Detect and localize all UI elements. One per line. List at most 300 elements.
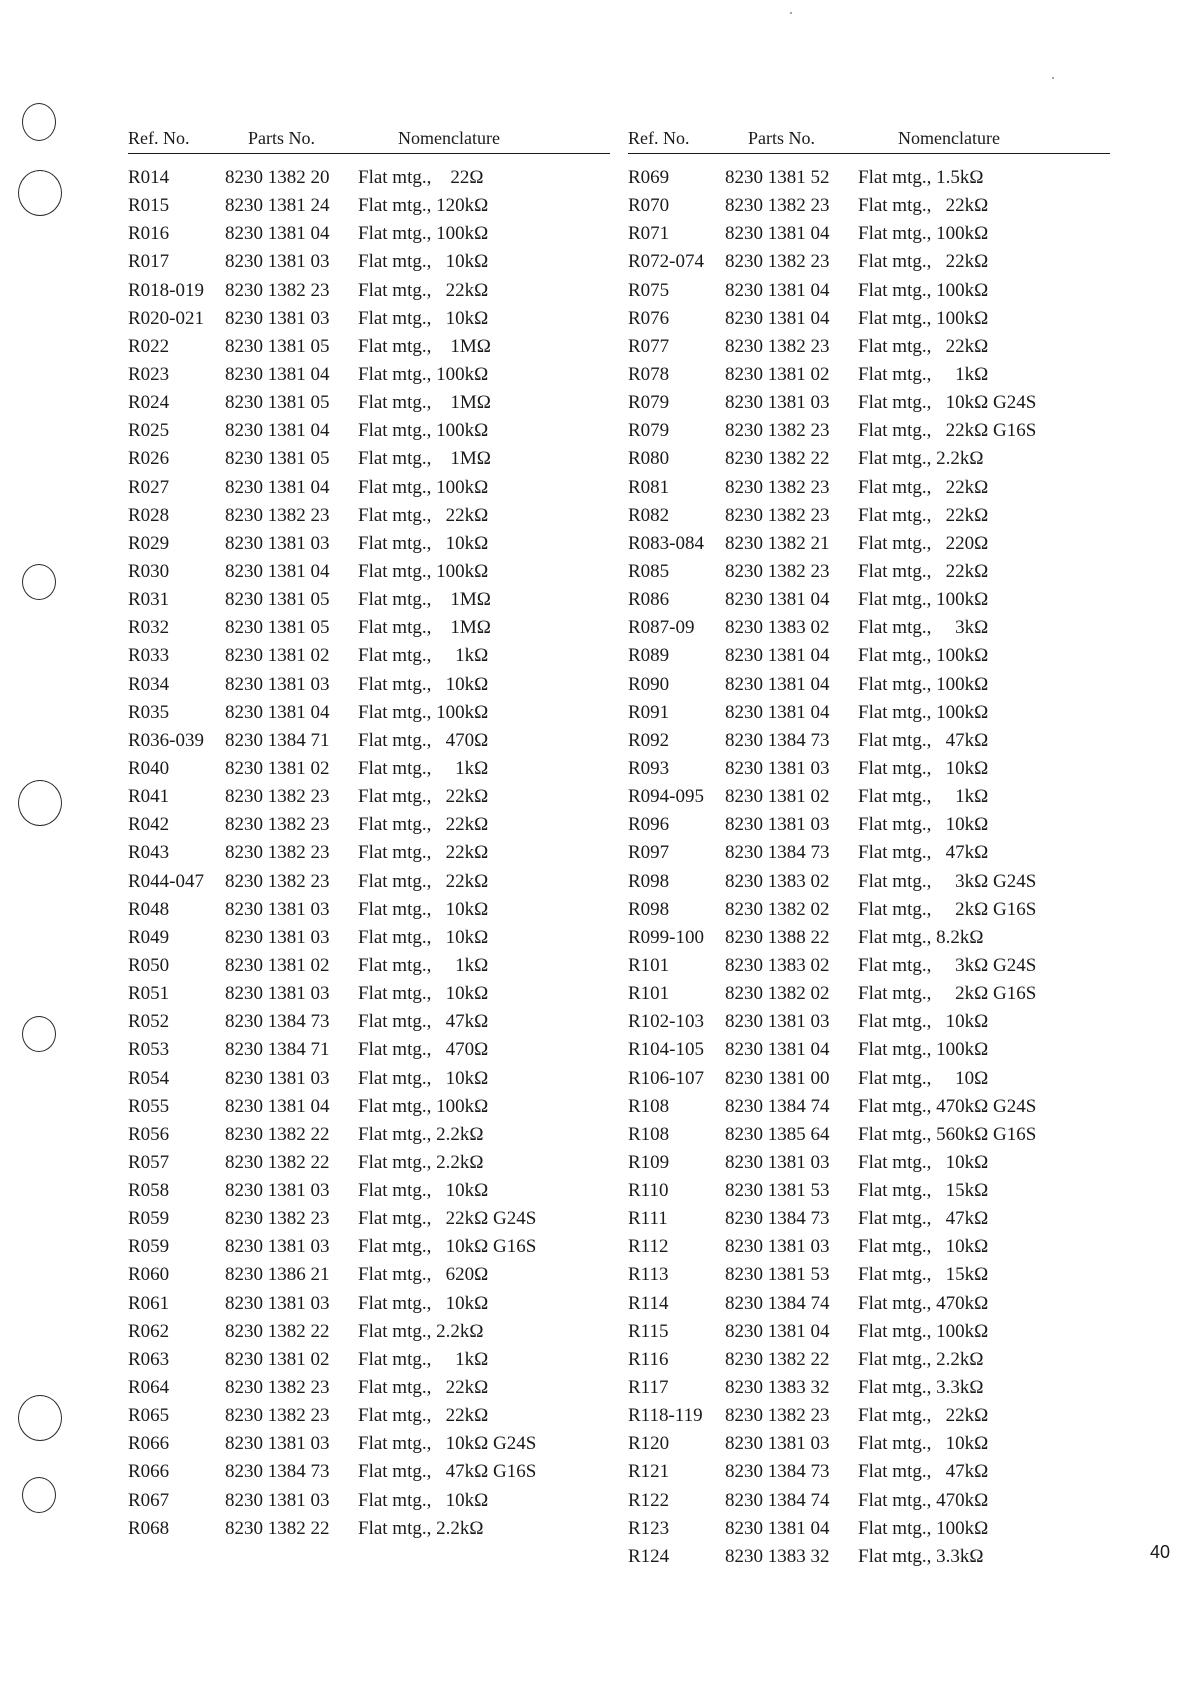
parts-no-cell: 8230 1383 32 [725,1545,830,1567]
table-row [628,1318,1110,1346]
nomenclature-cell: Flat mtg., 10kΩ [358,532,489,554]
table-row [128,445,610,473]
nomenclature-cell: Flat mtg., 100kΩ [358,701,489,723]
table-row [628,1515,1110,1543]
parts-no-cell: 8230 1381 03 [225,1236,330,1258]
nomenclature-cell: Flat mtg., 10kΩ [358,673,489,695]
header-parts-no: Parts No. [748,128,815,148]
table-row [628,333,1110,361]
parts-no-cell: 8230 1381 03 [725,814,830,836]
nomenclature-cell: Flat mtg., 22kΩ G24S [358,1208,537,1230]
punch-hole [22,103,56,141]
ref-no-cell: R036-039 [128,729,204,751]
table-row [128,305,610,333]
ref-no-cell: R054 [128,1067,170,1089]
ref-no-cell: R044-047 [128,870,204,892]
ref-no-cell: R085 [628,560,670,582]
parts-no-cell: 8230 1381 04 [725,1320,830,1342]
nomenclature-cell: Flat mtg., 1kΩ [858,786,989,808]
ref-no-cell: R112 [628,1236,669,1258]
parts-no-cell: 8230 1383 32 [725,1377,830,1399]
parts-no-cell: 8230 1381 53 [725,1180,830,1202]
parts-no-cell: 8230 1381 03 [225,1433,330,1455]
table-row [128,1515,610,1543]
nomenclature-cell: Flat mtg., 470kΩ [858,1292,989,1314]
table-row [628,1149,1110,1177]
nomenclature-cell: Flat mtg., 10kΩ G24S [858,392,1037,414]
ref-no-cell: R040 [128,757,170,779]
table-row [128,389,610,417]
nomenclature-cell: Flat mtg., 100kΩ [858,279,989,301]
nomenclature-cell: Flat mtg., 8.2kΩ [858,926,984,948]
nomenclature-cell: Flat mtg., 15kΩ [858,1264,989,1286]
parts-no-cell: 8230 1381 24 [225,195,330,217]
punch-hole [18,170,62,216]
parts-no-cell: 8230 1381 03 [225,983,330,1005]
parts-no-cell: 8230 1384 73 [225,1011,330,1033]
table-row [128,1177,610,1205]
table-row [128,333,610,361]
ref-no-cell: R061 [128,1292,170,1314]
punch-hole [18,780,62,826]
parts-no-cell: 8230 1381 03 [725,757,830,779]
table-row [128,1121,610,1149]
ref-no-cell: R015 [128,195,170,217]
parts-no-cell: 8230 1381 03 [725,1236,830,1258]
ref-no-cell: R109 [628,1151,670,1173]
table-row [128,1205,610,1233]
ref-no-cell: R026 [128,448,170,470]
nomenclature-cell: Flat mtg., 1kΩ [858,363,989,385]
nomenclature-cell: Flat mtg., 100kΩ [358,560,489,582]
nomenclature-cell: Flat mtg., 10kΩ [358,898,489,920]
parts-no-cell: 8230 1384 74 [725,1292,830,1314]
nomenclature-cell: Flat mtg., 100kΩ [358,1095,489,1117]
nomenclature-cell: Flat mtg., 10kΩ [358,1067,489,1089]
table-row [128,1318,610,1346]
ref-no-cell: R101 [628,983,670,1005]
nomenclature-cell: Flat mtg., 22kΩ [858,1405,989,1427]
nomenclature-cell: Flat mtg., 1MΩ [358,617,491,639]
parts-no-cell: 8230 1381 03 [225,532,330,554]
ref-no-cell: R110 [628,1180,669,1202]
parts-no-cell: 8230 1383 02 [725,617,830,639]
table-row [628,192,1110,220]
ref-no-cell: R111 [628,1208,668,1230]
nomenclature-cell: Flat mtg., 1kΩ [358,1348,489,1370]
nomenclature-cell: Flat mtg., 470Ω [358,1039,489,1061]
table-row [128,558,610,586]
parts-no-cell: 8230 1381 04 [725,673,830,695]
nomenclature-cell: Flat mtg., 22kΩ [358,1377,489,1399]
punch-hole [22,1016,56,1052]
parts-no-cell: 8230 1381 05 [225,335,330,357]
parts-no-cell: 8230 1384 73 [725,1461,830,1483]
ref-no-cell: R027 [128,476,170,498]
table-row [128,220,610,248]
nomenclature-cell: Flat mtg., 22kΩ [858,251,989,273]
nomenclature-cell: Flat mtg., 22kΩ [858,504,989,526]
parts-no-cell: 8230 1388 22 [725,926,830,948]
nomenclature-cell: Flat mtg., 10kΩ [358,251,489,273]
parts-no-cell: 8230 1381 03 [225,1180,330,1202]
parts-no-cell: 8230 1382 23 [725,476,830,498]
ref-no-cell: R096 [628,814,670,836]
ref-no-cell: R122 [628,1489,670,1511]
table-row [128,868,610,896]
parts-no-cell: 8230 1381 03 [725,1011,830,1033]
ref-no-cell: R075 [628,279,670,301]
nomenclature-cell: Flat mtg., 47kΩ [858,1208,989,1230]
parts-no-cell: 8230 1382 23 [225,870,330,892]
table-row [628,980,1110,1008]
nomenclature-cell: Flat mtg., 22kΩ [358,842,489,864]
ref-no-cell: R086 [628,589,670,611]
parts-table-left [128,126,610,1543]
nomenclature-cell: Flat mtg., 2.2kΩ [858,1348,984,1370]
parts-no-cell: 8230 1381 04 [225,363,330,385]
table-row [628,1036,1110,1064]
parts-no-cell: 8230 1381 02 [225,1348,330,1370]
table-row [128,502,610,530]
nomenclature-cell: Flat mtg., 10kΩ [858,1011,989,1033]
ref-no-cell: R081 [628,476,670,498]
ref-no-cell: R029 [128,532,170,554]
table-row [128,530,610,558]
parts-no-cell: 8230 1381 04 [225,223,330,245]
table-row [628,699,1110,727]
table-row [128,1065,610,1093]
nomenclature-cell: Flat mtg., 3.3kΩ [858,1377,984,1399]
table-row [628,1177,1110,1205]
nomenclature-cell: Flat mtg., 2kΩ G16S [858,983,1037,1005]
ref-no-cell: R115 [628,1320,669,1342]
ref-no-cell: R065 [128,1405,170,1427]
table-row [628,924,1110,952]
table-row [628,671,1110,699]
nomenclature-cell: Flat mtg., 100kΩ [858,223,989,245]
parts-no-cell: 8230 1384 73 [725,1208,830,1230]
nomenclature-cell: Flat mtg., 47kΩ G16S [358,1461,537,1483]
table-row [628,220,1110,248]
table-row [128,361,610,389]
nomenclature-cell: Flat mtg., 2.2kΩ [358,1151,484,1173]
table-row [628,1430,1110,1458]
table-row [128,727,610,755]
parts-no-cell: 8230 1381 04 [725,279,830,301]
parts-no-cell: 8230 1384 74 [725,1095,830,1117]
table-row [628,164,1110,192]
nomenclature-cell: Flat mtg., 22kΩ [858,335,989,357]
parts-no-cell: 8230 1381 04 [725,1039,830,1061]
nomenclature-cell: Flat mtg., 100kΩ [358,363,489,385]
scan-speck [790,12,792,14]
parts-no-cell: 8230 1382 21 [725,532,830,554]
punch-hole [22,1477,56,1513]
table-row [628,1290,1110,1318]
nomenclature-cell: Flat mtg., 1MΩ [358,335,491,357]
ref-no-cell: R066 [128,1461,170,1483]
parts-no-cell: 8230 1382 23 [225,1208,330,1230]
table-row [628,1093,1110,1121]
parts-no-cell: 8230 1381 04 [725,307,830,329]
parts-no-cell: 8230 1381 03 [225,307,330,329]
table-row [128,1346,610,1374]
table-row [128,1149,610,1177]
parts-no-cell: 8230 1381 05 [225,448,330,470]
nomenclature-cell: Flat mtg., 470kΩ [858,1489,989,1511]
parts-no-cell: 8230 1382 22 [225,1517,330,1539]
ref-no-cell: R056 [128,1123,170,1145]
table-header [128,126,610,154]
parts-no-cell: 8230 1382 02 [725,898,830,920]
parts-no-cell: 8230 1384 73 [725,842,830,864]
parts-no-cell: 8230 1382 23 [225,842,330,864]
nomenclature-cell: Flat mtg., 10kΩ [358,926,489,948]
parts-no-cell: 8230 1382 22 [725,1348,830,1370]
nomenclature-cell: Flat mtg., 1kΩ [358,645,489,667]
parts-no-cell: 8230 1381 04 [225,701,330,723]
table-row [628,417,1110,445]
nomenclature-cell: Flat mtg., 620Ω [358,1264,489,1286]
table-row [128,671,610,699]
nomenclature-cell: Flat mtg., 10kΩ [358,307,489,329]
table-row [628,502,1110,530]
nomenclature-cell: Flat mtg., 3.3kΩ [858,1545,984,1567]
ref-no-cell: R017 [128,251,170,273]
ref-no-cell: R099-100 [628,926,704,948]
header-ref-no: Ref. No. [128,128,190,148]
parts-no-cell: 8230 1381 52 [725,167,830,188]
nomenclature-cell: Flat mtg., 2kΩ G16S [858,898,1037,920]
ref-no-cell: R034 [128,673,170,695]
nomenclature-cell: Flat mtg., 10kΩ [858,1236,989,1258]
table-row [628,1065,1110,1093]
table-row [628,1487,1110,1515]
nomenclature-cell: Flat mtg., 10kΩ [858,757,989,779]
ref-no-cell: R077 [628,335,670,357]
nomenclature-cell: Flat mtg., 22kΩ [858,476,989,498]
ref-no-cell: R080 [628,448,670,470]
page-number: 40 [1150,1542,1171,1562]
header-nomenclature: Nomenclature [898,128,1000,148]
ref-no-cell: R083-084 [628,532,704,554]
table-row [628,727,1110,755]
table-row [128,952,610,980]
ref-no-cell: R052 [128,1011,170,1033]
table-row [628,1008,1110,1036]
table-row [628,445,1110,473]
ref-no-cell: R098 [628,870,670,892]
parts-no-cell: 8230 1381 02 [225,645,330,667]
table-row [128,783,610,811]
ref-no-cell: R033 [128,645,170,667]
ref-no-cell: R048 [128,898,170,920]
nomenclature-cell: Flat mtg., 2.2kΩ [858,448,984,470]
header-parts-no: Parts No. [248,128,315,148]
parts-no-cell: 8230 1381 04 [725,701,830,723]
parts-no-cell: 8230 1381 05 [225,617,330,639]
ref-no-cell: R035 [128,701,170,723]
parts-no-cell: 8230 1384 73 [225,1461,330,1483]
nomenclature-cell: Flat mtg., 100kΩ [858,307,989,329]
nomenclature-cell: Flat mtg., 47kΩ [858,729,989,751]
ref-no-cell: R059 [128,1236,170,1258]
ref-no-cell: R043 [128,842,170,864]
table-row [128,642,610,670]
nomenclature-cell: Flat mtg., 22kΩ [358,786,489,808]
table-row [628,361,1110,389]
nomenclature-cell: Flat mtg., 100kΩ [858,673,989,695]
nomenclature-cell: Flat mtg., 1MΩ [358,392,491,414]
parts-table-right [628,126,1110,1571]
nomenclature-cell: Flat mtg., 22kΩ [358,504,489,526]
table-row [628,614,1110,642]
ref-no-cell: R053 [128,1039,170,1061]
ref-no-cell: R092 [628,729,670,751]
table-row [128,1487,610,1515]
nomenclature-cell: Flat mtg., 100kΩ [858,1517,989,1539]
scan-speck [1052,77,1054,79]
parts-no-cell: 8230 1382 23 [725,251,830,273]
nomenclature-cell: Flat mtg., 100kΩ [858,701,989,723]
nomenclature-cell: Flat mtg., 3kΩ G24S [858,954,1037,976]
ref-no-cell: R116 [628,1348,669,1370]
ref-no-cell: R028 [128,504,170,526]
table-row [128,839,610,867]
ref-no-cell: R025 [128,420,170,442]
table-row [628,586,1110,614]
nomenclature-cell: Flat mtg., 22kΩ [358,1405,489,1427]
ref-no-cell: R064 [128,1377,170,1399]
nomenclature-cell: Flat mtg., 47kΩ [858,1461,989,1483]
nomenclature-cell: Flat mtg., 10kΩ [858,814,989,836]
ref-no-cell: R082 [628,504,670,526]
nomenclature-cell: Flat mtg., 10kΩ [358,1489,489,1511]
table-row [628,1374,1110,1402]
table-row [628,305,1110,333]
table-row [628,1205,1110,1233]
ref-no-cell: R060 [128,1264,170,1286]
parts-no-cell: 8230 1384 73 [725,729,830,751]
table-row [128,1374,610,1402]
table-row [628,1346,1110,1374]
ref-no-cell: R121 [628,1461,670,1483]
table-row [628,558,1110,586]
nomenclature-cell: Flat mtg., 22kΩ [358,814,489,836]
ref-no-cell: R114 [628,1292,669,1314]
ref-no-cell: R108 [628,1095,670,1117]
ref-no-cell: R016 [128,223,170,245]
ref-no-cell: R032 [128,617,170,639]
table-row [628,896,1110,924]
parts-no-cell: 8230 1381 02 [725,363,830,385]
header-ref-no: Ref. No. [628,128,690,148]
nomenclature-cell: Flat mtg., 10Ω [858,1067,989,1089]
parts-no-cell: 8230 1381 02 [725,786,830,808]
nomenclature-cell: Flat mtg., 3kΩ G24S [858,870,1037,892]
nomenclature-cell: Flat mtg., 1.5kΩ [858,167,984,188]
parts-no-cell: 8230 1381 02 [225,757,330,779]
nomenclature-cell: Flat mtg., 15kΩ [858,1180,989,1202]
nomenclature-cell: Flat mtg., 10kΩ [858,1151,989,1173]
table-row [628,1121,1110,1149]
parts-no-cell: 8230 1386 21 [225,1264,330,1286]
parts-no-cell: 8230 1382 02 [725,983,830,1005]
ref-no-cell: R093 [628,757,670,779]
parts-no-cell: 8230 1381 03 [725,1433,830,1455]
nomenclature-cell: Flat mtg., 10kΩ G24S [358,1433,537,1455]
table-row [628,783,1110,811]
ref-no-cell: R102-103 [628,1011,704,1033]
nomenclature-cell: Flat mtg., 1kΩ [358,954,489,976]
table-row [128,896,610,924]
header-nomenclature: Nomenclature [398,128,500,148]
punch-hole [18,1395,62,1441]
nomenclature-cell: Flat mtg., 120kΩ [358,195,489,217]
parts-no-cell: 8230 1381 00 [725,1067,830,1089]
nomenclature-cell: Flat mtg., 1kΩ [358,757,489,779]
ref-no-cell: R071 [628,223,670,245]
nomenclature-cell: Flat mtg., 560kΩ G16S [858,1123,1037,1145]
nomenclature-cell: Flat mtg., 100kΩ [358,420,489,442]
table-row [628,868,1110,896]
table-body [128,164,610,1543]
parts-no-cell: 8230 1381 05 [225,589,330,611]
ref-no-cell: R091 [628,701,670,723]
table-row [628,839,1110,867]
parts-no-cell: 8230 1381 03 [725,1151,830,1173]
ref-no-cell: R042 [128,814,170,836]
parts-no-cell: 8230 1383 02 [725,870,830,892]
parts-no-cell: 8230 1381 03 [225,251,330,273]
parts-no-cell: 8230 1382 22 [225,1123,330,1145]
nomenclature-cell: Flat mtg., 100kΩ [858,1320,989,1342]
parts-no-cell: 8230 1381 04 [725,1517,830,1539]
table-row [128,924,610,952]
ref-no-cell: R058 [128,1180,170,1202]
parts-no-cell: 8230 1381 04 [725,589,830,611]
parts-no-cell: 8230 1382 20 [225,167,330,188]
ref-no-cell: R066 [128,1433,170,1455]
parts-no-cell: 8230 1381 53 [725,1264,830,1286]
parts-no-cell: 8230 1383 02 [725,954,830,976]
nomenclature-cell: Flat mtg., 100kΩ [858,645,989,667]
table-row [628,474,1110,502]
nomenclature-cell: Flat mtg., 220Ω [858,532,989,554]
nomenclature-cell: Flat mtg., 22kΩ [858,195,989,217]
nomenclature-cell: Flat mtg., 100kΩ [358,476,489,498]
ref-no-cell: R023 [128,363,170,385]
table-row [628,1543,1110,1571]
nomenclature-cell: Flat mtg., 10kΩ G16S [358,1236,537,1258]
table-row [128,1430,610,1458]
parts-no-cell: 8230 1382 23 [225,786,330,808]
table-row [628,755,1110,783]
parts-no-cell: 8230 1384 71 [225,1039,330,1061]
ref-no-cell: R059 [128,1208,170,1230]
table-row [628,277,1110,305]
ref-no-cell: R069 [628,167,670,188]
nomenclature-cell: Flat mtg., 22kΩ [358,279,489,301]
parts-no-cell: 8230 1382 22 [725,448,830,470]
nomenclature-cell: Flat mtg., 10kΩ [358,983,489,1005]
table-row [128,586,610,614]
nomenclature-cell: Flat mtg., 10kΩ [358,1292,489,1314]
parts-no-cell: 8230 1381 03 [225,1067,330,1089]
nomenclature-cell: Flat mtg., 1MΩ [358,448,491,470]
nomenclature-cell: Flat mtg., 2.2kΩ [358,1123,484,1145]
